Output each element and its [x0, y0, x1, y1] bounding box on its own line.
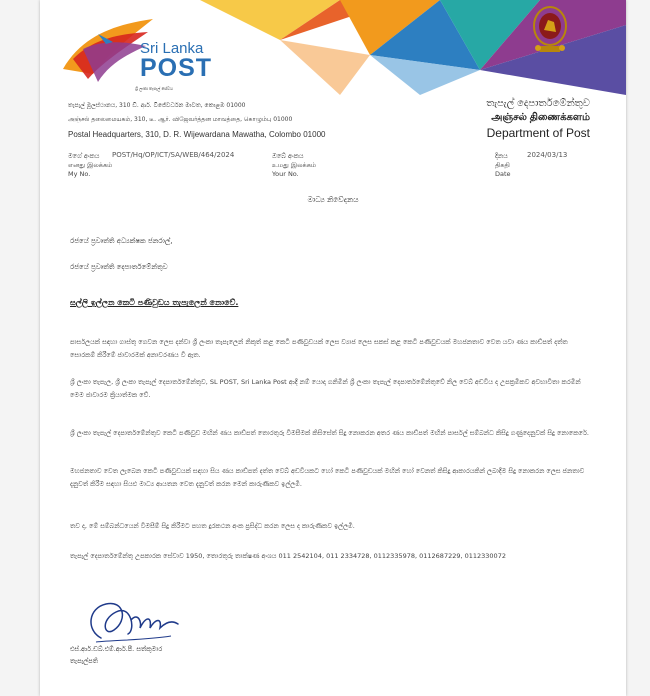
body-paragraph-6: තැපැල් දෙපාර්තමේන්තු උපකාරක සේවාව 1950, තොරතුරු තාක්ෂණ අංශය 011 2542104, 011 2334728, 0112335978, 0112687229, 0112330072 — [70, 552, 506, 560]
body-paragraph-4: මහජනතාව වෙත ලැබෙන කෙටි පණිවුඩයක් සඳහා සිය ණය කාඩ්පත් දත්ත වෙබ් අඩවියකට හෝ කෙටි පණිවුඩයක් මඟින් හෝ වෙනත් කිසිදු ආකාරයකින් ලබාදීම සිදු නොකරන ලෙස ජනතාව දැනුවත් කිරීම සඳහා සියළු මාධ්‍ය ආයතන වෙත දැනුවත් කරන මෙන් කාරුණිකව ඉල්ලමි. — [70, 467, 585, 488]
body-paragraph-2: ශ්‍රී ලංකා තැපැල, ශ්‍රී ලංකා තැපැල් දෙපාර්තමේන්තුව, SL POST, Sri Lanka Post ආදී නම් යොදා ගනිමින් ශ්‍රී ලංකා තැපැල් දෙපාර්තමේන්තුවේ නිල වෙබ් අඩවිය ද උපක්‍රමිකව අවභාවිතා කරමින් මෙම ජාවාරම ක්‍රියාත්මක වේ. — [70, 378, 581, 399]
signer-title: තැපැල්පති — [70, 657, 98, 665]
letter-page — [40, 0, 626, 696]
department-sinhala: තැපැල් දෙපාර්තමේන්තුව — [486, 98, 590, 109]
recipient-line-1: රජයේ ප්‍රවෘත්ති අධ්‍යක්ෂක ජනරාල්, — [70, 237, 173, 245]
brand-tagline: ශ්‍රී ලංකා තැපැල් සේවය — [135, 86, 173, 91]
date-value: 2024/03/13 — [527, 151, 568, 159]
brand-main-text: POST — [140, 54, 213, 82]
my-number-value: POST/Hq/OP/ICT/SA/WEB/464/2024 — [112, 151, 235, 159]
body-paragraph-5: තව ද, මේ සම්බන්ධයෙන් විමසීම් සිදු කිරීමට පහත දුරකථන අංක ප්‍රසිද්ධ කරන ලෙස ද කාරුණිකව ඉල්ලමි. — [70, 522, 355, 530]
body-paragraph-3: ශ්‍රී ලංකා තැපැල් දෙපාර්තමේන්තුව කෙටි පණිවුඩ මඟින් ණය කාඩ්පත් තොරතුරු විමසීමක් කිසිසේත් සිදු නොකරන අතර ණය කාඩ්පත් මඟින් පාර්සල් සම්බන්ධ කිසිදු ගණුදෙනුවක් සිදු නොකෙරේ. — [70, 429, 589, 437]
department-tamil: அஞ்சல் திணைக்களம் — [491, 112, 590, 123]
address-tamil: அஞ்சல் தலைமையகம், 310, டீ. ஆர். விஜேவர்த்தன மாவத்தை, கொழும்பு 01000 — [68, 116, 293, 123]
sri-lanka-emblem-icon — [530, 2, 570, 54]
recipient-line-2: රජයේ ප්‍රවෘත්ති දෙපාර්තමේන්තුව — [70, 263, 168, 271]
department-english: Department of Post — [486, 126, 590, 140]
signature-image — [76, 590, 206, 645]
letter-title: මාධ්‍ය නිවේදනය — [307, 195, 359, 204]
address-english: Postal Headquarters, 310, D. R. Wijewardana Mawatha, Colombo 01000 — [68, 130, 326, 139]
body-paragraph-1: පාර්සලයක් සඳහා ගාස්තු ගෙවන ලෙස දන්වා ශ්‍රී ලංකා තැපැලෙන් නිකුත් කළ කෙටි පණිවුඩයක් ලෙස ව්‍යාජ ලෙස සකස් කළ කෙටි පණිවුඩයක් මහජනතාව වෙත යවා ණය කාඩ්පත් දත්ත සොරකම් කිරීමේ ජාවාරමක් අනාවරණය වී ඇත. — [70, 338, 568, 359]
letter-heading: සල්ලි ඉල්ලන කෙටි පණිවුඩය තැපැලෙන් නොවේ. — [70, 298, 239, 307]
my-number-labels: මගේ අංකය எனது இலக்கம் My No. — [68, 152, 113, 178]
signer-name: එස්.ආර්.ඩබ්.එම්.ආර්.පී. සත්කුමාර — [70, 645, 163, 653]
your-number-labels: ඔබේ අංකය உமது இலக்கம் Your No. — [272, 152, 317, 178]
address-sinhala: තැපැල් මූලස්ථානය, 310 ඩී. ආර්. විජේවර්ධන මාවත, කොළඹ 01000 — [68, 102, 246, 109]
date-labels: දිනය திகதி Date — [495, 152, 511, 178]
brand-top-text: Sri Lanka — [140, 40, 204, 57]
